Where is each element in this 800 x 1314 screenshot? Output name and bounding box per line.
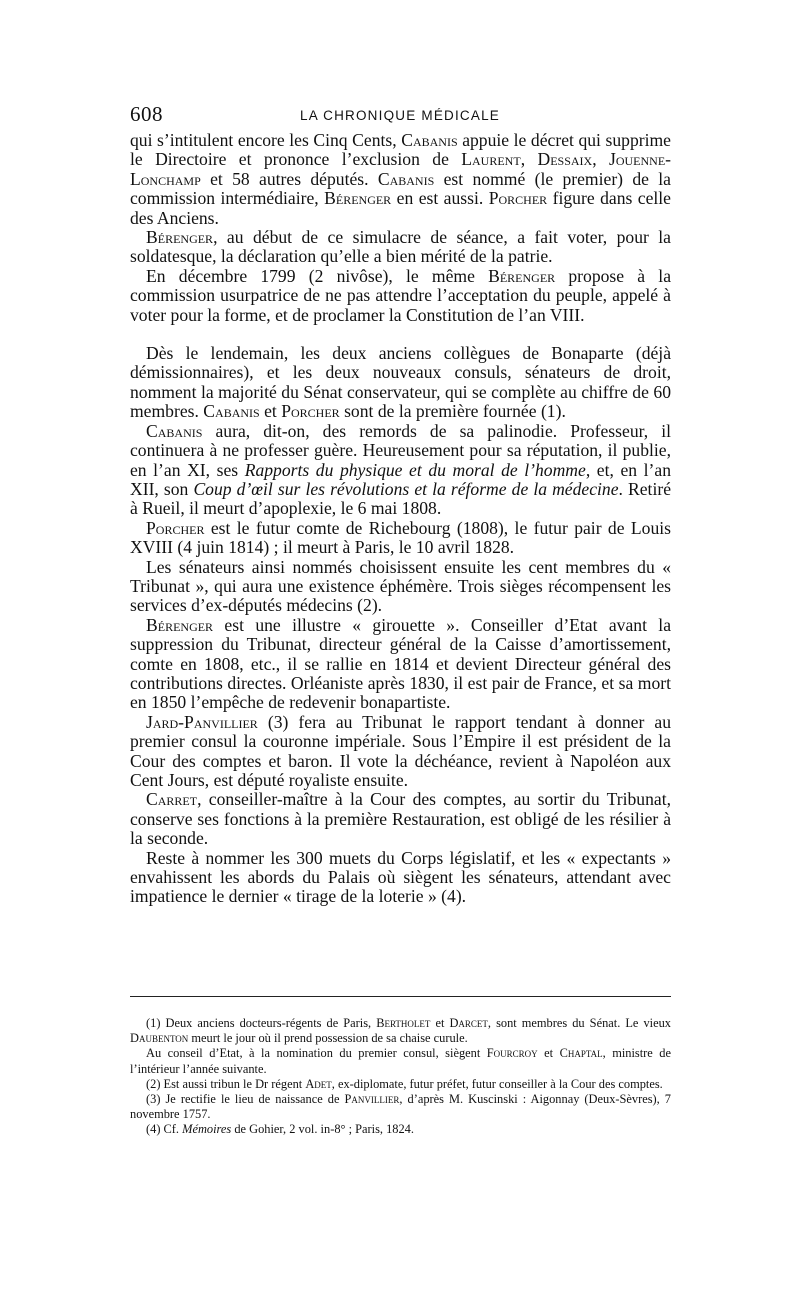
paragraph-5 xyxy=(130,422,671,519)
person-name: Laurent xyxy=(461,149,521,170)
person-name: Panvillier xyxy=(344,1092,400,1107)
person-name: Bertholet xyxy=(376,1016,431,1030)
person-name: Cabanis xyxy=(203,401,260,422)
text-run: et xyxy=(430,1016,450,1030)
paragraph-7 xyxy=(130,558,671,616)
person-name: Chaptal xyxy=(559,1046,603,1061)
text-run: , et, en l’an XII, son xyxy=(130,459,671,499)
text-run: , ministre de l’intérieur l’année suivante. xyxy=(130,1046,671,1076)
text-run: et 58 autres députés. xyxy=(200,168,378,189)
text-run: est nommé (le premier) de la commission intermédiaire, xyxy=(130,168,671,209)
footnote-divider xyxy=(130,996,671,997)
person-name: Jouenne-Lonchamp xyxy=(130,149,672,189)
person-name: Bérenger xyxy=(146,227,214,248)
paragraph-3 xyxy=(130,267,671,325)
text-run: (1) Deux anciens docteurs-régents de Paris, xyxy=(146,1016,377,1030)
text-run: en est aussi. xyxy=(391,188,489,209)
person-name: Porcher xyxy=(146,517,205,538)
person-name: Cabanis xyxy=(146,420,203,441)
text-run: (4) Cf. xyxy=(146,1122,183,1137)
person-name: Bérenger xyxy=(146,614,214,635)
text-run: et xyxy=(537,1046,560,1061)
paragraph-8 xyxy=(130,616,671,713)
text-run: figure dans celle des Anciens. xyxy=(130,188,671,228)
page-header xyxy=(130,98,670,128)
text-run: , conseiller-maître à la Cour des comptes, au sortir du Tribunat, conserve ses fonctions à la première Restauration, est obligé de les résilier à la seconde. xyxy=(130,789,671,849)
text-run: meurt le jour où il prend possession de sa chaise curule. xyxy=(188,1031,468,1046)
text-run: (3) Je rectifie le lieu de naissance de xyxy=(146,1092,345,1107)
footnote-2 xyxy=(130,1077,671,1092)
paragraph-10 xyxy=(130,790,671,848)
text-run: (3) fera au Tribunat le rapport tendant à donner au premier consul la couronne impériale. Sous l’Empire il est président de la Cour des comptes et baron. Il vote la déchéance, revient à Napoléon aux Cent Jours, est député royaliste ensuite. xyxy=(130,711,671,790)
person-name: Daubenton xyxy=(130,1031,189,1046)
paragraph-6 xyxy=(130,519,671,558)
person-name: Cabanis xyxy=(401,130,458,150)
text-run: qui s’intitulent encore les Cinq Cents, xyxy=(130,130,402,150)
text-run: Reste à nommer les 300 muets du Corps législatif, et les « expectants » envahissent les abords du Palais où siègent les sénateurs, attendant avec impatience le dernier « tirage de la loterie » (4). xyxy=(130,847,671,907)
person-name: Cabanis xyxy=(377,168,435,189)
text-run: , d’après M. Kuscinski : Aigonnay (Deux-Sèvres), 7 novembre 1757. xyxy=(130,1092,671,1122)
text-run: , xyxy=(520,149,538,170)
footnote-3 xyxy=(130,1092,671,1122)
person-name: Jard-Panvillier xyxy=(146,711,258,732)
footnote-1-continued xyxy=(130,1046,671,1076)
text-run: (2) Est aussi tribun le Dr régent xyxy=(146,1076,306,1091)
text-run: est le futur comte de Richebourg (1808), le futur pair de Louis XVIII (4 juin 1814) ; il meurt à Paris, le 10 avril 1828. xyxy=(130,517,671,558)
paragraph-4 xyxy=(130,344,671,422)
text-run: Au conseil d’Etat, à la nomination du premier consul, siègent xyxy=(146,1046,487,1061)
paragraph-9 xyxy=(130,713,671,791)
text-run: Les sénateurs ainsi nommés choisissent ensuite les cent membres du « Tribunat », qui aura une existence éphémère. Trois sièges récompensent les services d’ex-députés médecins (2). xyxy=(130,556,671,616)
book-title: Coup d’œil sur les révolutions et la réforme de la médecine xyxy=(193,478,619,499)
running-head: LA CHRONIQUE MÉDICALE xyxy=(300,108,500,123)
text-run: En décembre 1799 (2 nivôse), le même xyxy=(146,265,489,286)
person-name: Adet xyxy=(305,1076,332,1091)
text-run: , ex-diplomate, futur préfet, futur conseiller à la Cour des comptes. xyxy=(331,1076,663,1091)
text-run: , xyxy=(592,149,609,170)
person-name: Porcher xyxy=(488,188,548,209)
paragraph-2 xyxy=(130,228,671,267)
text-run: . Retiré à Rueil, il meurt d’apoplexie, le 6 mai 1808. xyxy=(130,478,671,519)
book-title: Mémoires xyxy=(182,1122,232,1137)
text-run: de Gohier, 2 vol. in-8° ; Paris, 1824. xyxy=(231,1122,414,1137)
footnotes xyxy=(130,1016,671,1138)
person-name: Darcet xyxy=(449,1016,488,1030)
page-number: 608 xyxy=(130,102,163,126)
text-run: , sont membres du Sénat. Le vieux xyxy=(487,1016,672,1030)
person-name: Fourcroy xyxy=(486,1046,538,1061)
text-run: et xyxy=(259,401,282,422)
text-run: sont de la première fournée (1). xyxy=(339,401,566,422)
text-run: Dès le lendemain, les deux anciens collègues de Bonaparte (déjà démissionnaires), et les deux nouveaux consuls, sénateurs de droit, nomment la majorité du Sénat conservateur, qui se complète au chiffre de 60 membres. xyxy=(130,343,671,422)
paragraph-1 xyxy=(130,131,671,228)
text-run: , au début de ce simulacre de séance, a fait voter, pour la soldatesque, la déclaration qu’elle a bien mérité de la patrie. xyxy=(130,227,671,267)
person-name: Carret xyxy=(146,789,198,810)
book-title: Rapports du physique et du moral de l’homme xyxy=(244,459,586,480)
text-run: est une illustre « girouette ». Conseiller d’Etat avant la suppression du Tribunat, directeur général de la Caisse d’amortissement, comte en 1808, etc., il se rallie en 1814 et devient Directeur général des contributions directes. Orléaniste après 1830, il est pair de France, et sa mort en 1850 l’empêche de redevenir bonapartiste. xyxy=(130,614,671,713)
paragraph-11 xyxy=(130,849,671,907)
text-run: propose à la commission usurpatrice de ne pas attendre l’acceptation du peuple, appelé à voter pour la forme, et de proclamer la Constitution de l’an VIII. xyxy=(130,265,671,325)
person-name: Bérenger xyxy=(324,188,392,209)
person-name: Dessaix xyxy=(537,149,593,170)
text-run: appuie le décret qui supprime le Directoire et prononce l’exclusion de xyxy=(130,130,671,170)
footnote-1 xyxy=(130,1016,671,1046)
person-name: Porcher xyxy=(281,401,340,422)
footnote-4 xyxy=(130,1122,671,1137)
text-run: aura, dit-on, des remords de sa palinodie. Professeur, il continuera à ne professer guère. Heureusement pour sa réputation, il publie, en l’an XI, ses xyxy=(130,420,671,480)
person-name: Bérenger xyxy=(488,265,556,286)
main-text xyxy=(130,131,671,907)
